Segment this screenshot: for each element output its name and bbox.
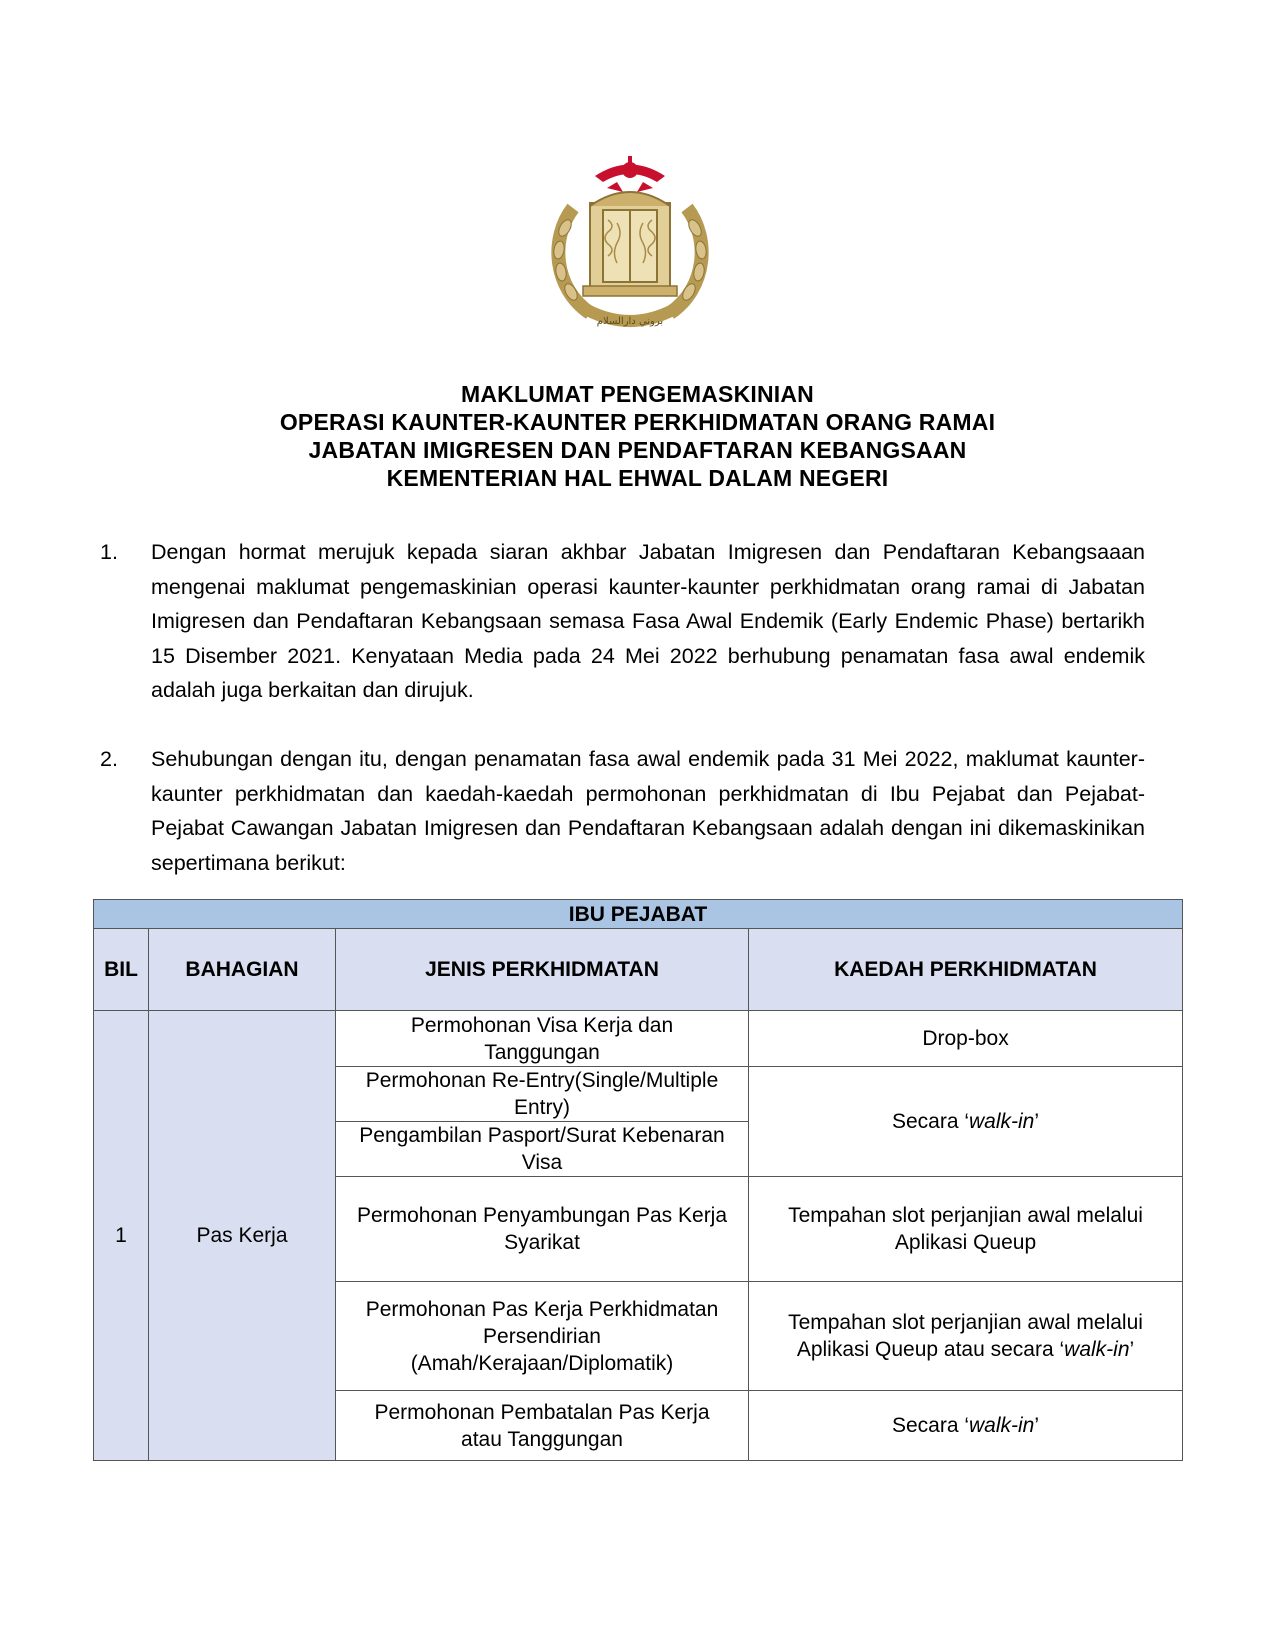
- walkin-suffix: ’: [1034, 1414, 1040, 1437]
- cell-line: Tempahan slot perjanjian awal melalui: [788, 1311, 1143, 1334]
- cell-line: Persendirian: [483, 1324, 601, 1348]
- title-line-2: OPERASI KAUNTER-KAUNTER PERKHIDMATAN ORANG RAMAI: [279, 409, 996, 435]
- paragraph-2: [100, 742, 1145, 880]
- walkin-suffix: ’: [1034, 1110, 1040, 1133]
- title-line-1: MAKLUMAT PENGEMASKINIAN: [461, 381, 814, 407]
- cell-jenis: [336, 1282, 749, 1391]
- cell-line: Tanggungan: [484, 1040, 600, 1064]
- title-line-3: JABATAN IMIGRESEN DAN PENDAFTARAN KEBANGSAAN: [308, 437, 967, 463]
- svg-text:بروني دارالسلام: [597, 316, 663, 327]
- cell-jenis: [336, 1122, 749, 1177]
- paragraph-text: Sehubungan dengan itu, dengan penamatan fasa awal endemik pada 31 Mei 2022, maklumat kaunter-kaunter perkhidmatan dan kaedah-kaedah permohonan perkhidmatan di Ibu Pejabat dan Pejabat-Pejabat Cawangan Jabatan Imigresen dan Pendaftaran Kebangsaan adalah dengan ini dikemaskinikan sepertimana berikut:: [151, 747, 1145, 875]
- header-bil: BIL: [94, 929, 149, 1011]
- cell-jenis: [336, 1067, 749, 1122]
- table-banner-row: [94, 900, 1183, 929]
- cell-line: Permohonan Visa Kerja dan: [410, 1013, 674, 1037]
- cell-jenis: [336, 1011, 749, 1067]
- cell-kaedah: Drop-box: [749, 1011, 1183, 1067]
- brunei-crest-logo: [545, 148, 715, 338]
- cell-line: Permohonan Pembatalan Pas Kerja: [374, 1400, 710, 1424]
- cell-jenis: [336, 1391, 749, 1461]
- header-bahagian: BAHAGIAN: [149, 929, 336, 1011]
- table-row: [94, 1011, 1183, 1067]
- paragraph-1: [100, 535, 1145, 708]
- table-banner: IBU PEJABAT: [94, 900, 1183, 929]
- walkin-prefix: Secara ‘: [891, 1110, 970, 1133]
- paragraph-number: 2.: [100, 747, 118, 771]
- walkin-word: walk-in: [1064, 1338, 1130, 1361]
- cell-bil: 1: [94, 1011, 149, 1461]
- cell-line: Permohonan Penyambungan Pas Kerja: [356, 1204, 728, 1227]
- header-jenis: JENIS PERKHIDMATAN: [336, 929, 749, 1011]
- cell-kaedah: [749, 1067, 1183, 1177]
- queup-or-prefix: Aplikasi Queup atau secara ‘: [796, 1338, 1065, 1361]
- cell-line: Visa: [521, 1151, 563, 1174]
- cell-line: Aplikasi Queup: [894, 1231, 1037, 1254]
- cell-line: Entry): [513, 1096, 570, 1119]
- cell-kaedah: [749, 1391, 1183, 1461]
- cell-line: Tempahan slot perjanjian awal melalui: [788, 1204, 1143, 1227]
- cell-line: Permohonan Re-Entry(Single/Multiple: [365, 1069, 719, 1092]
- paragraph-number: 1.: [100, 540, 118, 564]
- paragraph-text: Dengan hormat merujuk kepada siaran akhbar Jabatan Imigresen dan Pendaftaran Kebangsaaan mengenai maklumat pengemaskinian operasi kaunter-kaunter perkhidmatan orang ramai di Jabatan Imigresen dan Pendaftaran Kebangsaan semasa Fasa Awal Endemik (Early Endemic Phase) bertarikh 15 Disember 2021. Kenyataan Media pada 24 Mei 2022 berhubung penamatan fasa awal endemik adalah juga berkaitan dan dirujuk.: [151, 540, 1145, 702]
- title-line-4: KEMENTERIAN HAL EHWAL DALAM NEGERI: [386, 465, 889, 491]
- cell-kaedah: [749, 1177, 1183, 1282]
- table-header-row: [94, 929, 1183, 1011]
- cell-line: Permohonan Pas Kerja Perkhidmatan: [365, 1297, 719, 1321]
- document-title: [150, 380, 1125, 492]
- services-table: [93, 899, 1183, 1461]
- crest-inscription: بروني دارالسلام: [596, 316, 664, 327]
- walkin-word: walk-in: [969, 1414, 1035, 1437]
- header-kaedah: KAEDAH PERKHIDMATAN: [749, 929, 1183, 1011]
- cell-bahagian: Pas Kerja: [149, 1011, 336, 1461]
- cell-line: [755, 1336, 1176, 1363]
- cell-jenis: [336, 1177, 749, 1282]
- cell-kaedah: [749, 1282, 1183, 1391]
- services-table-container: [93, 899, 1182, 1461]
- cell-line: Syarikat: [504, 1231, 580, 1254]
- walkin-suffix: ’: [1129, 1338, 1135, 1361]
- cell-line: (Amah/Kerajaan/Diplomatik): [410, 1351, 674, 1375]
- walkin-prefix: Secara ‘: [891, 1414, 970, 1437]
- cell-line: Pengambilan Pasport/Surat Kebenaran: [359, 1124, 725, 1147]
- walkin-word: walk-in: [969, 1110, 1035, 1133]
- cell-line: atau Tanggungan: [461, 1427, 623, 1451]
